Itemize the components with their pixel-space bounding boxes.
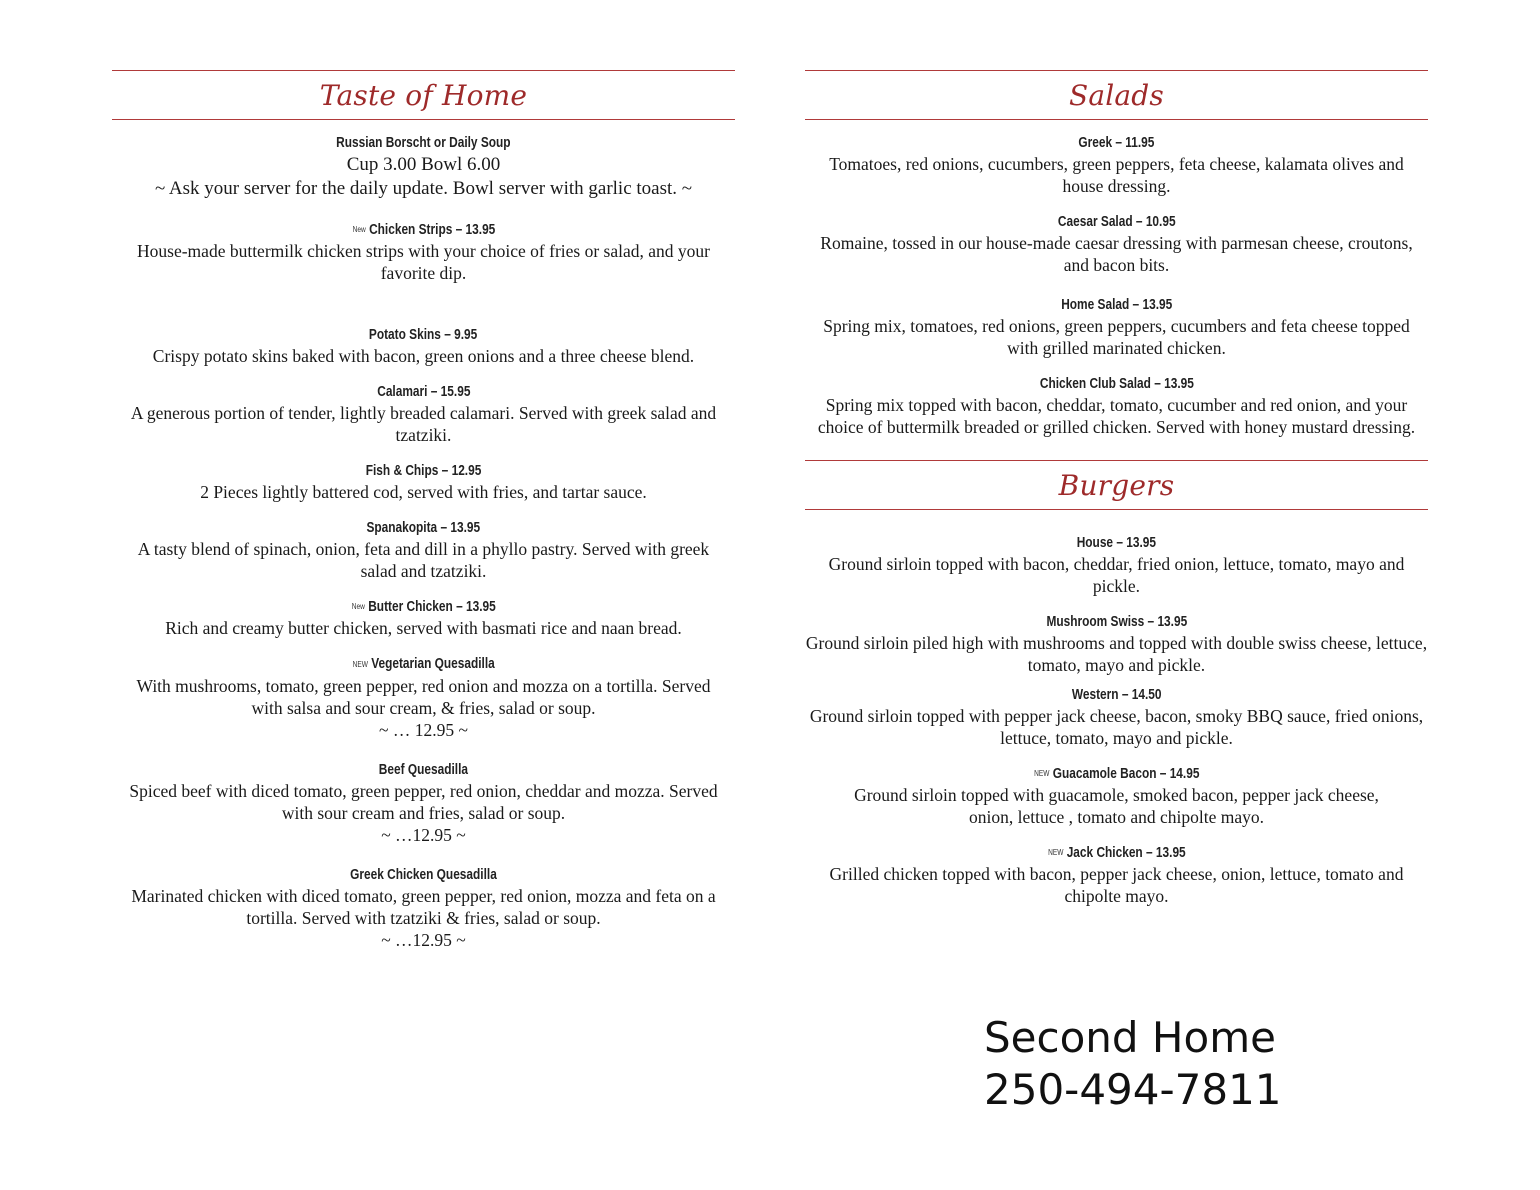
new-badge: NEW [1047,848,1064,858]
menu-item [805,763,1428,828]
menu-item [112,596,735,639]
soup-note: ~ Ask your server for the daily update. Bowl server with garlic toast. ~ [154,178,693,199]
menu-item [805,373,1428,438]
salads-header [805,70,1428,120]
item-name: Butter Chicken – 13.95 [367,599,496,616]
soup-price-line: Cup 3.00 Bowl 6.00 [346,154,501,175]
item-name: Greek Chicken Quesadilla [350,866,497,883]
item-description: Crispy potato skins baked with bacon, green onions and a three cheese blend. [152,346,695,367]
taste-of-home-column [112,70,735,965]
menu-item [112,653,735,740]
burgers-header [805,460,1428,510]
item-name: Western – 14.50 [1071,687,1162,703]
item-description: Tomatoes, red onions, cucumbers, green peppers, feta cheese, kalamata olives and house dressing. [829,154,1404,196]
item-name: Home Salad – 13.95 [1060,297,1173,313]
item-name: Greek – 11.95 [1078,135,1155,151]
item-price: ~ …12.95 ~ [381,824,466,845]
item-name: Jack Chicken – 13.95 [1066,845,1186,862]
item-description: Ground sirloin piled high with mushrooms and topped with double swiss cheese, lettuce, tomato, mayo and pickle. [805,633,1428,675]
item-name: Mushroom Swiss – 13.95 [1046,614,1187,630]
menu-item [805,532,1428,597]
menu-item [805,132,1428,197]
item-name: Calamari – 15.95 [376,384,471,401]
item-name: Potato Skins – 9.95 [369,327,478,344]
item-description: House-made buttermilk chicken strips with your choice of fries or salad, and your favorite dip. [137,241,710,284]
item-description: Marinated chicken with diced tomato, green pepper, red onion, mozza and feta on a tortilla. Served with tzatziki & fries, salad or soup. [131,885,716,928]
menu-item [112,219,735,284]
menu-item [805,211,1428,276]
new-badge: NEW [352,659,368,669]
item-description: Spring mix topped with bacon, cheddar, tomato, cucumber and red onion, and your choice of buttermilk breaded or grilled chicken. Served with honey mustard dressing. [817,395,1416,437]
menu-item [805,684,1428,749]
menu-item [805,611,1428,676]
contact-block [984,1012,1282,1116]
item-description: Ground sirloin topped with pepper jack cheese, bacon, smoky BBQ sauce, fried onions, lettuce, tomato, mayo and pickle. [809,706,1424,748]
item-description: Ground sirloin topped with guacamole, smoked bacon, pepper jack cheese, onion, lettuce , tomato and chipolte mayo. [854,785,1379,828]
item-description: With mushrooms, tomato, green pepper, red onion and mozza on a tortilla. Served with salsa and sour cream, & fries, salad or soup. [136,675,711,718]
menu-item [112,324,735,367]
menu-item [805,294,1428,359]
item-price: ~ … 12.95 ~ [379,719,468,740]
item-description: A tasty blend of spinach, onion, feta and dill in a phyllo pastry. Served with greek salad and tzatziki. [137,539,710,582]
section-title: Salads [1068,78,1165,112]
item-name: Russian Borscht or Daily Soup [336,135,511,151]
item-name: House – 13.95 [1076,535,1157,551]
item-description: Romaine, tossed in our house-made caesar dressing with parmesan cheese, croutons, and bacon bits. [820,233,1413,275]
item-price: ~ …12.95 ~ [381,929,466,950]
item-description: Spiced beef with diced tomato, green pepper, red onion, cheddar and mozza. Served with sour cream and fries, salad or soup. [129,780,718,823]
item-description: Rich and creamy butter chicken, served with basmati rice and naan bread. [165,618,682,639]
phone-number: 250-494-7811 [984,1065,1282,1114]
item-description: Ground sirloin topped with bacon, cheddar, fried onion, lettuce, tomato, mayo and pickle. [828,554,1405,596]
item-name: Chicken Club Salad – 13.95 [1039,376,1194,392]
item-description: Spring mix, tomatoes, red onions, green peppers, cucumbers and feta cheese topped with grilled marinated chicken. [823,316,1410,358]
item-description: Grilled chicken topped with bacon, pepper jack cheese, onion, lettuce, tomato and chipolte mayo. [829,864,1404,907]
item-name: Vegetarian Quesadilla [370,656,495,673]
salads-burgers-column [805,70,1428,921]
menu-item [805,842,1428,907]
menu-item [112,460,735,503]
menu-item [112,517,735,582]
menu-item [112,864,735,951]
item-name: Beef Quesadilla [378,761,469,778]
menu-item-soup [112,132,735,201]
item-name: Chicken Strips – 13.95 [368,222,495,238]
item-name: Guacamole Bacon – 14.95 [1052,766,1200,782]
item-name: Spanakopita – 13.95 [366,520,481,537]
item-description: 2 Pieces lightly battered cod, served with fries, and tartar sauce. [200,482,647,503]
new-badge: New [352,225,366,235]
menu-item [112,759,735,846]
taste-of-home-header [112,70,735,120]
item-description: A generous portion of tender, lightly breaded calamari. Served with greek salad and tzatziki. [130,403,717,446]
menu-item [112,381,735,446]
new-badge: New [351,602,365,612]
section-title: Taste of Home [319,78,528,112]
section-title: Burgers [1058,468,1175,502]
item-name: Fish & Chips – 12.95 [365,463,482,480]
item-name: Caesar Salad – 10.95 [1057,214,1176,230]
new-badge: NEW [1033,769,1050,779]
restaurant-name: Second Home [984,1013,1276,1062]
